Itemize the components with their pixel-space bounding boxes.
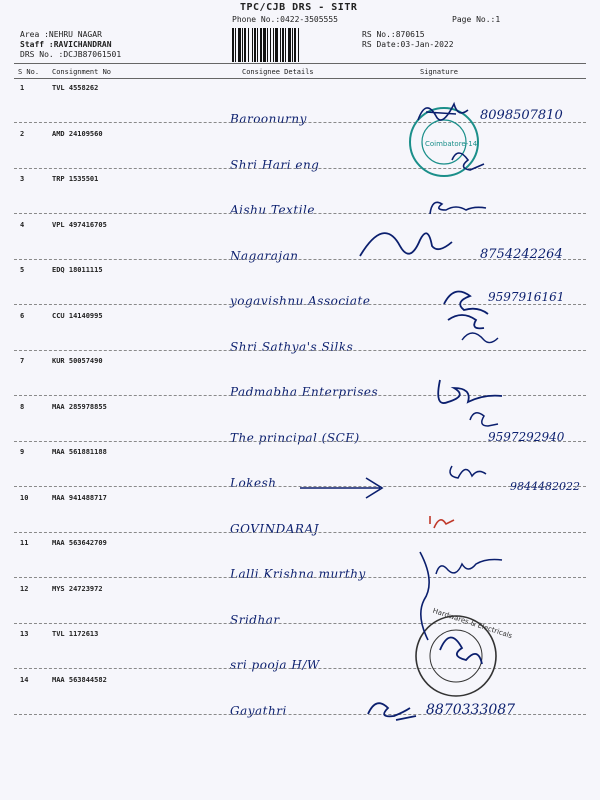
consignee-handwritten: Aishu Textile (230, 203, 315, 217)
col-sno: S No. (18, 68, 40, 76)
row-number: 2 (20, 129, 25, 138)
bracket-scribble (420, 552, 429, 640)
company-stamp-1 (410, 108, 478, 176)
signature-scribble-13 (440, 637, 482, 664)
row-divider (14, 486, 586, 487)
row-divider (14, 532, 586, 533)
row-number: 1 (20, 84, 25, 92)
consignment-number: TRP 1535501 (52, 175, 99, 183)
signature-scribble-11 (436, 560, 502, 575)
consignee-handwritten: Nagarajan (230, 248, 299, 263)
consignment-number: EDQ 18011115 (52, 266, 103, 274)
consignee-handwritten: Baroonurny (230, 112, 307, 126)
consignee-handwritten: Lokesh (230, 476, 277, 490)
row-number: 3 (20, 175, 25, 183)
row-number: 14 (20, 675, 29, 684)
signature-scribble-6 (462, 333, 498, 343)
row-number: 7 (20, 357, 25, 365)
row-divider (14, 623, 586, 624)
consignee-handwritten: Gayathri (230, 703, 287, 718)
signature-phone-1: 8098507810 (480, 108, 563, 123)
consignment-number: MAA 563844582 (52, 675, 107, 684)
stamp-1-text: Coimbatore-14 (425, 140, 478, 148)
signature-phone-5: 9597916161 (488, 290, 565, 304)
row-number: 11 (20, 539, 29, 547)
consignment-number: AMD 24109560 (52, 129, 103, 138)
consignment-number: MAA 561881188 (52, 448, 107, 456)
consignment-number: MAA 941488717 (52, 493, 107, 502)
page-number: Page No.:1 (452, 15, 501, 24)
consignee-handwritten: Lalli Krishna murthy (230, 567, 366, 581)
rs-date: RS Date:03-Jan-2022 (362, 40, 454, 49)
row-divider (14, 668, 586, 669)
consignee-handwritten: The principal (SCE) (230, 430, 360, 445)
signature-scribble-14 (368, 703, 416, 720)
row-divider (14, 213, 586, 214)
phone-number: Phone No.:0422-3505555 (232, 15, 338, 24)
row-number: 8 (20, 402, 25, 411)
red-mark-row10 (430, 516, 454, 528)
row-number: 10 (20, 493, 29, 502)
signature-phone-14: 8870333087 (426, 702, 516, 718)
signature-phone-4: 8754242264 (480, 247, 563, 262)
signature-scribble-4 (360, 233, 452, 256)
row-divider (14, 168, 586, 169)
drs-number: DRS No. :DCJB87061501 (20, 50, 122, 59)
signature-scribble-5 (444, 292, 488, 329)
consignee-handwritten: GOVINDARAJ (230, 521, 319, 536)
consignee-handwritten: yogavishnu Associate (230, 294, 371, 308)
col-signature: Signature (420, 68, 458, 76)
row-number: 5 (20, 266, 25, 274)
row-divider (14, 304, 586, 305)
area-label: Area :NEHRU NAGAR (20, 30, 102, 39)
signature-scribble-9 (450, 466, 486, 478)
row-number: 12 (20, 584, 29, 593)
rs-number: RS No.:870615 (362, 30, 425, 39)
stamp-2-text: Hardwares & Electricals (431, 606, 514, 641)
staff-label: Staff :RAVICHANDRAN (20, 40, 112, 49)
consignee-handwritten: sri pooja H/W (230, 658, 320, 672)
consignee-handwritten: Shri Sathya's Silks (230, 339, 354, 354)
col-consignee: Consignee Details (242, 68, 314, 76)
row-divider (14, 395, 586, 396)
consignment-number: MYS 24723972 (52, 584, 103, 593)
barcode (232, 28, 352, 62)
consignment-number: MAA 563642709 (52, 539, 107, 547)
consignment-number: VPL 497416705 (52, 220, 107, 229)
signature-phone-8: 9597292940 (488, 430, 565, 444)
row-number: 4 (20, 220, 25, 229)
consignee-handwritten: Padmabha Enterprises (230, 385, 379, 399)
consignment-number: MAA 285978855 (52, 402, 107, 411)
signature-scribble-7 (438, 380, 502, 403)
col-consignment: Consignment No (52, 68, 112, 76)
signature-scribble-1 (418, 104, 468, 120)
header-rule-bottom (14, 78, 586, 79)
consignee-handwritten: Shri Hari eng (230, 157, 320, 172)
header-rule-top (14, 63, 586, 64)
consignment-number: TVL 4558262 (52, 84, 99, 92)
row-divider (14, 577, 586, 578)
consignment-number: KUR 50057490 (52, 357, 103, 365)
signature-scribble-8 (470, 413, 498, 426)
signature-phone-9: 9844482022 (510, 480, 580, 493)
company-stamp-2 (416, 607, 514, 696)
row-divider (14, 350, 586, 351)
row-number: 13 (20, 630, 29, 638)
consignment-number: TVL 1172613 (52, 630, 99, 638)
row-number: 9 (20, 448, 25, 456)
consignment-number: CCU 14140995 (52, 311, 103, 320)
document-title: TPC/CJB DRS - SITR (240, 2, 358, 13)
arrow-scribble (300, 478, 382, 498)
consignee-handwritten: Sridhar (230, 612, 280, 627)
row-number: 6 (20, 311, 25, 320)
